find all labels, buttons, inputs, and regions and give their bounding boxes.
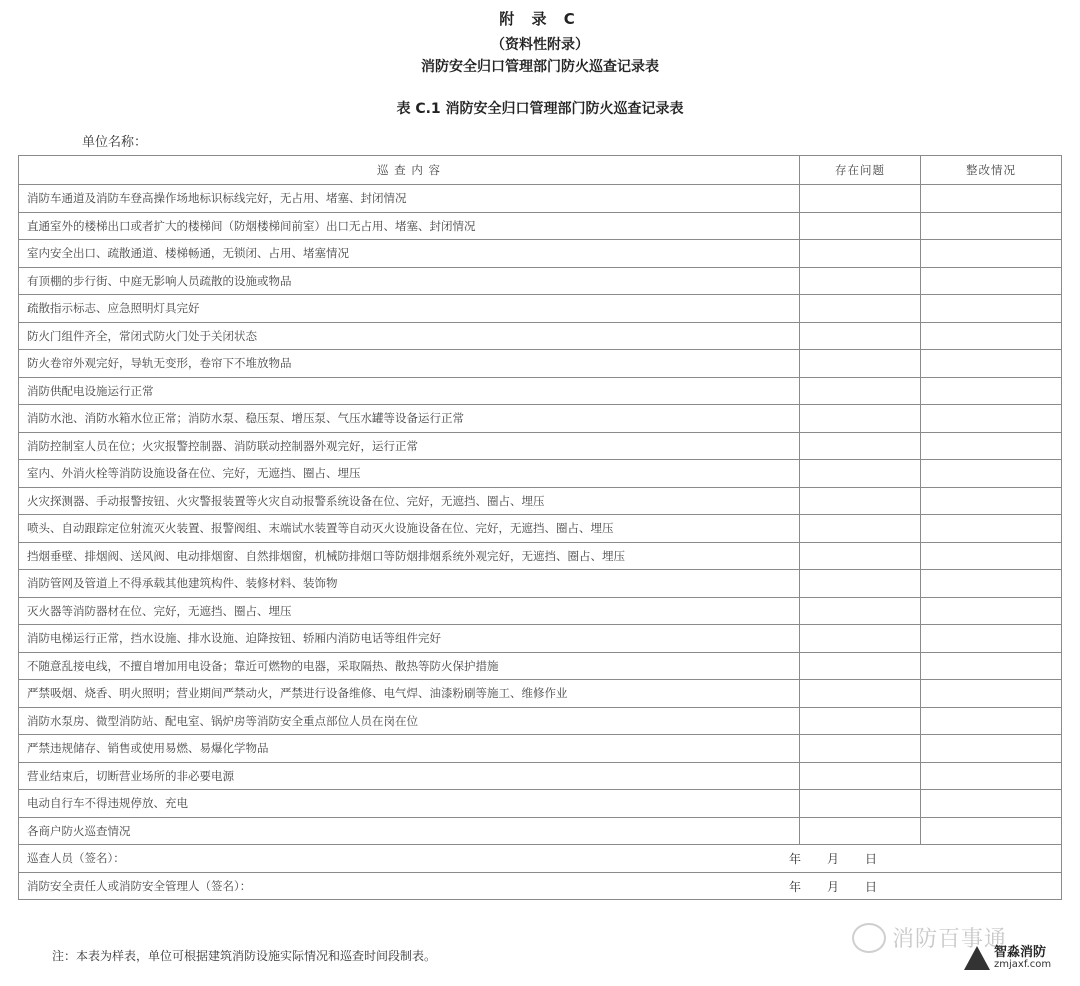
inspection-item: 室内、外消火栓等消防设施设备在位、完好，无遮挡、圈占、埋压 [19, 460, 800, 488]
rectification-cell[interactable] [921, 212, 1062, 240]
problem-cell[interactable] [800, 515, 921, 543]
rectification-cell[interactable] [921, 790, 1062, 818]
signature-cell[interactable] [19, 872, 1062, 900]
inspection-item: 严禁吸烟、烧香、明火照明；营业期间严禁动火，严禁进行设备维修、电气焊、油漆粉刷等施工、维修作业 [19, 680, 800, 708]
inspection-item: 防火卷帘外观完好，导轨无变形，卷帘下不堆放物品 [19, 350, 800, 378]
rectification-cell[interactable] [921, 762, 1062, 790]
date-month-label: 月 [827, 852, 840, 866]
date-day-label: 日 [865, 879, 878, 894]
table-row [19, 432, 1062, 460]
logo-name: 智淼消防 [994, 945, 1047, 960]
header-rectification: 整改情况 [921, 156, 1062, 185]
rectification-cell[interactable] [921, 267, 1062, 295]
problem-cell[interactable] [800, 267, 921, 295]
inspection-item: 消防车通道及消防车登高操作场地标识标线完好，无占用、堵塞、封闭情况 [19, 185, 800, 213]
problem-cell[interactable] [800, 652, 921, 680]
rectification-cell[interactable] [921, 707, 1062, 735]
table-row [19, 460, 1062, 488]
table-row [19, 487, 1062, 515]
rectification-cell[interactable] [921, 680, 1062, 708]
problem-cell[interactable] [800, 240, 921, 268]
problem-cell[interactable] [800, 185, 921, 213]
table-row [19, 267, 1062, 295]
problem-cell[interactable] [800, 377, 921, 405]
rectification-cell[interactable] [921, 625, 1062, 653]
rectification-cell[interactable] [921, 735, 1062, 763]
inspection-item: 各商户防火巡查情况 [19, 817, 800, 845]
signature-date [789, 878, 877, 895]
appendix-heading: 附 录 C [499, 10, 581, 28]
watermark-text: 消防百事通 [892, 927, 1008, 952]
inspection-item: 严禁违规储存、销售或使用易燃、易爆化学物品 [19, 735, 800, 763]
date-year-label: 年 [789, 879, 802, 894]
rectification-cell[interactable] [921, 432, 1062, 460]
rectification-cell[interactable] [921, 515, 1062, 543]
problem-cell[interactable] [800, 542, 921, 570]
problem-cell[interactable] [800, 817, 921, 845]
table-row [19, 570, 1062, 598]
header-existing-problems: 存在问题 [800, 156, 921, 185]
inspection-item: 疏散指示标志、应急照明灯具完好 [19, 295, 800, 323]
rectification-cell[interactable] [921, 817, 1062, 845]
table-body [19, 185, 1062, 900]
problem-cell[interactable] [800, 487, 921, 515]
problem-cell[interactable] [800, 790, 921, 818]
table-row [19, 735, 1062, 763]
inspection-item: 火灾探测器、手动报警按钮、火灾警报装置等火灾自动报警系统设备在位、完好，无遮挡、圈占、埋压 [19, 487, 800, 515]
inspection-item: 有顶棚的步行街、中庭无影响人员疏散的设施或物品 [19, 267, 800, 295]
signature-cell[interactable] [19, 845, 1062, 873]
rectification-cell[interactable] [921, 185, 1062, 213]
wechat-icon [852, 923, 886, 953]
table-row [19, 515, 1062, 543]
inspection-item: 消防控制室人员在位；火灾报警控制器、消防联动控制器外观完好，运行正常 [19, 432, 800, 460]
table-row [19, 817, 1062, 845]
table-row [19, 542, 1062, 570]
table-row [19, 240, 1062, 268]
inspection-item: 室内安全出口、疏散通道、楼梯畅通，无锁闭、占用、堵塞情况 [19, 240, 800, 268]
rectification-cell[interactable] [921, 597, 1062, 625]
problem-cell[interactable] [800, 597, 921, 625]
signature-label: 巡查人员（签名）： [27, 851, 125, 866]
problem-cell[interactable] [800, 570, 921, 598]
header-inspection-content: 巡 查 内 容 [19, 156, 800, 185]
table-row [19, 790, 1062, 818]
table-row [19, 295, 1062, 323]
rectification-cell[interactable] [921, 377, 1062, 405]
rectification-cell[interactable] [921, 350, 1062, 378]
problem-cell[interactable] [800, 212, 921, 240]
date-day-label: 日 [865, 852, 878, 866]
inspection-item: 电动自行车不得违规停放、充电 [19, 790, 800, 818]
rectification-cell[interactable] [921, 570, 1062, 598]
table-note: 注：本表为样表，单位可根据建筑消防设施实际情况和巡查时间段制表。 [52, 949, 437, 963]
signature-row [19, 845, 1062, 873]
table-row [19, 405, 1062, 433]
problem-cell[interactable] [800, 735, 921, 763]
logo-url: zmjaxf.com [994, 958, 1052, 970]
problem-cell[interactable] [800, 350, 921, 378]
table-row [19, 707, 1062, 735]
problem-cell[interactable] [800, 322, 921, 350]
site-logo [964, 946, 1051, 970]
rectification-cell[interactable] [921, 405, 1062, 433]
date-month-label: 月 [827, 879, 840, 894]
table-row [19, 322, 1062, 350]
inspection-item: 不随意乱接电线，不擅自增加用电设备；靠近可燃物的电器，采取隔热、散热等防火保护措施 [19, 652, 800, 680]
appendix-type: （资料性附录） [491, 37, 589, 53]
rectification-cell[interactable] [921, 652, 1062, 680]
inspection-item: 消防水泵房、微型消防站、配电室、锅炉房等消防安全重点部位人员在岗在位 [19, 707, 800, 735]
rectification-cell[interactable] [921, 460, 1062, 488]
table-row [19, 597, 1062, 625]
rectification-cell[interactable] [921, 542, 1062, 570]
table-header-row [19, 156, 1062, 185]
table-caption: 表 C.1 消防安全归口管理部门防火巡查记录表 [396, 101, 684, 117]
unit-name-label: 单位名称： [82, 135, 148, 150]
table-row [19, 185, 1062, 213]
inspection-item: 挡烟垂壁、排烟阀、送风阀、电动排烟窗、自然排烟窗，机械防排烟口等防烟排烟系统外观完好，无遮挡、圈占、埋压 [19, 542, 800, 570]
problem-cell[interactable] [800, 762, 921, 790]
document-title: 消防安全归口管理部门防火巡查记录表 [421, 59, 659, 75]
inspection-item: 直通室外的楼梯出口或者扩大的楼梯间（防烟楼梯间前室）出口无占用、堵塞、封闭情况 [19, 212, 800, 240]
rectification-cell[interactable] [921, 322, 1062, 350]
inspection-item: 营业结束后，切断营业场所的非必要电源 [19, 762, 800, 790]
problem-cell[interactable] [800, 295, 921, 323]
inspection-item: 喷头、自动跟踪定位射流灭火装置、报警阀组、末端试水装置等自动灭火设施设备在位、完好，无遮挡、圈占、埋压 [19, 515, 800, 543]
signature-label: 消防安全责任人或消防安全管理人（签名）： [27, 878, 252, 893]
table-row [19, 652, 1062, 680]
rectification-cell[interactable] [921, 240, 1062, 268]
signature-row [19, 872, 1062, 900]
inspection-item: 消防供配电设施运行正常 [19, 377, 800, 405]
problem-cell[interactable] [800, 405, 921, 433]
rectification-cell[interactable] [921, 295, 1062, 323]
problem-cell[interactable] [800, 707, 921, 735]
inspection-item: 防火门组件齐全，常闭式防火门处于关闭状态 [19, 322, 800, 350]
rectification-cell[interactable] [921, 487, 1062, 515]
problem-cell[interactable] [800, 460, 921, 488]
table-row [19, 212, 1062, 240]
signature-date [789, 850, 877, 867]
problem-cell[interactable] [800, 625, 921, 653]
problem-cell[interactable] [800, 680, 921, 708]
table-row [19, 762, 1062, 790]
table-row [19, 377, 1062, 405]
table-row [19, 350, 1062, 378]
problem-cell[interactable] [800, 432, 921, 460]
inspection-item: 灭火器等消防器材在位、完好，无遮挡、圈占、埋压 [19, 597, 800, 625]
patrol-record-table [18, 155, 1062, 900]
logo-mark-icon [964, 946, 990, 970]
table-row [19, 680, 1062, 708]
inspection-item: 消防电梯运行正常，挡水设施、排水设施、迫降按钮、轿厢内消防电话等组件完好 [19, 625, 800, 653]
table-row [19, 625, 1062, 653]
inspection-item: 消防管网及管道上不得承载其他建筑构件、装修材料、装饰物 [19, 570, 800, 598]
inspection-item: 消防水池、消防水箱水位正常；消防水泵、稳压泵、增压泵、气压水罐等设备运行正常 [19, 405, 800, 433]
date-year-label: 年 [789, 852, 802, 866]
